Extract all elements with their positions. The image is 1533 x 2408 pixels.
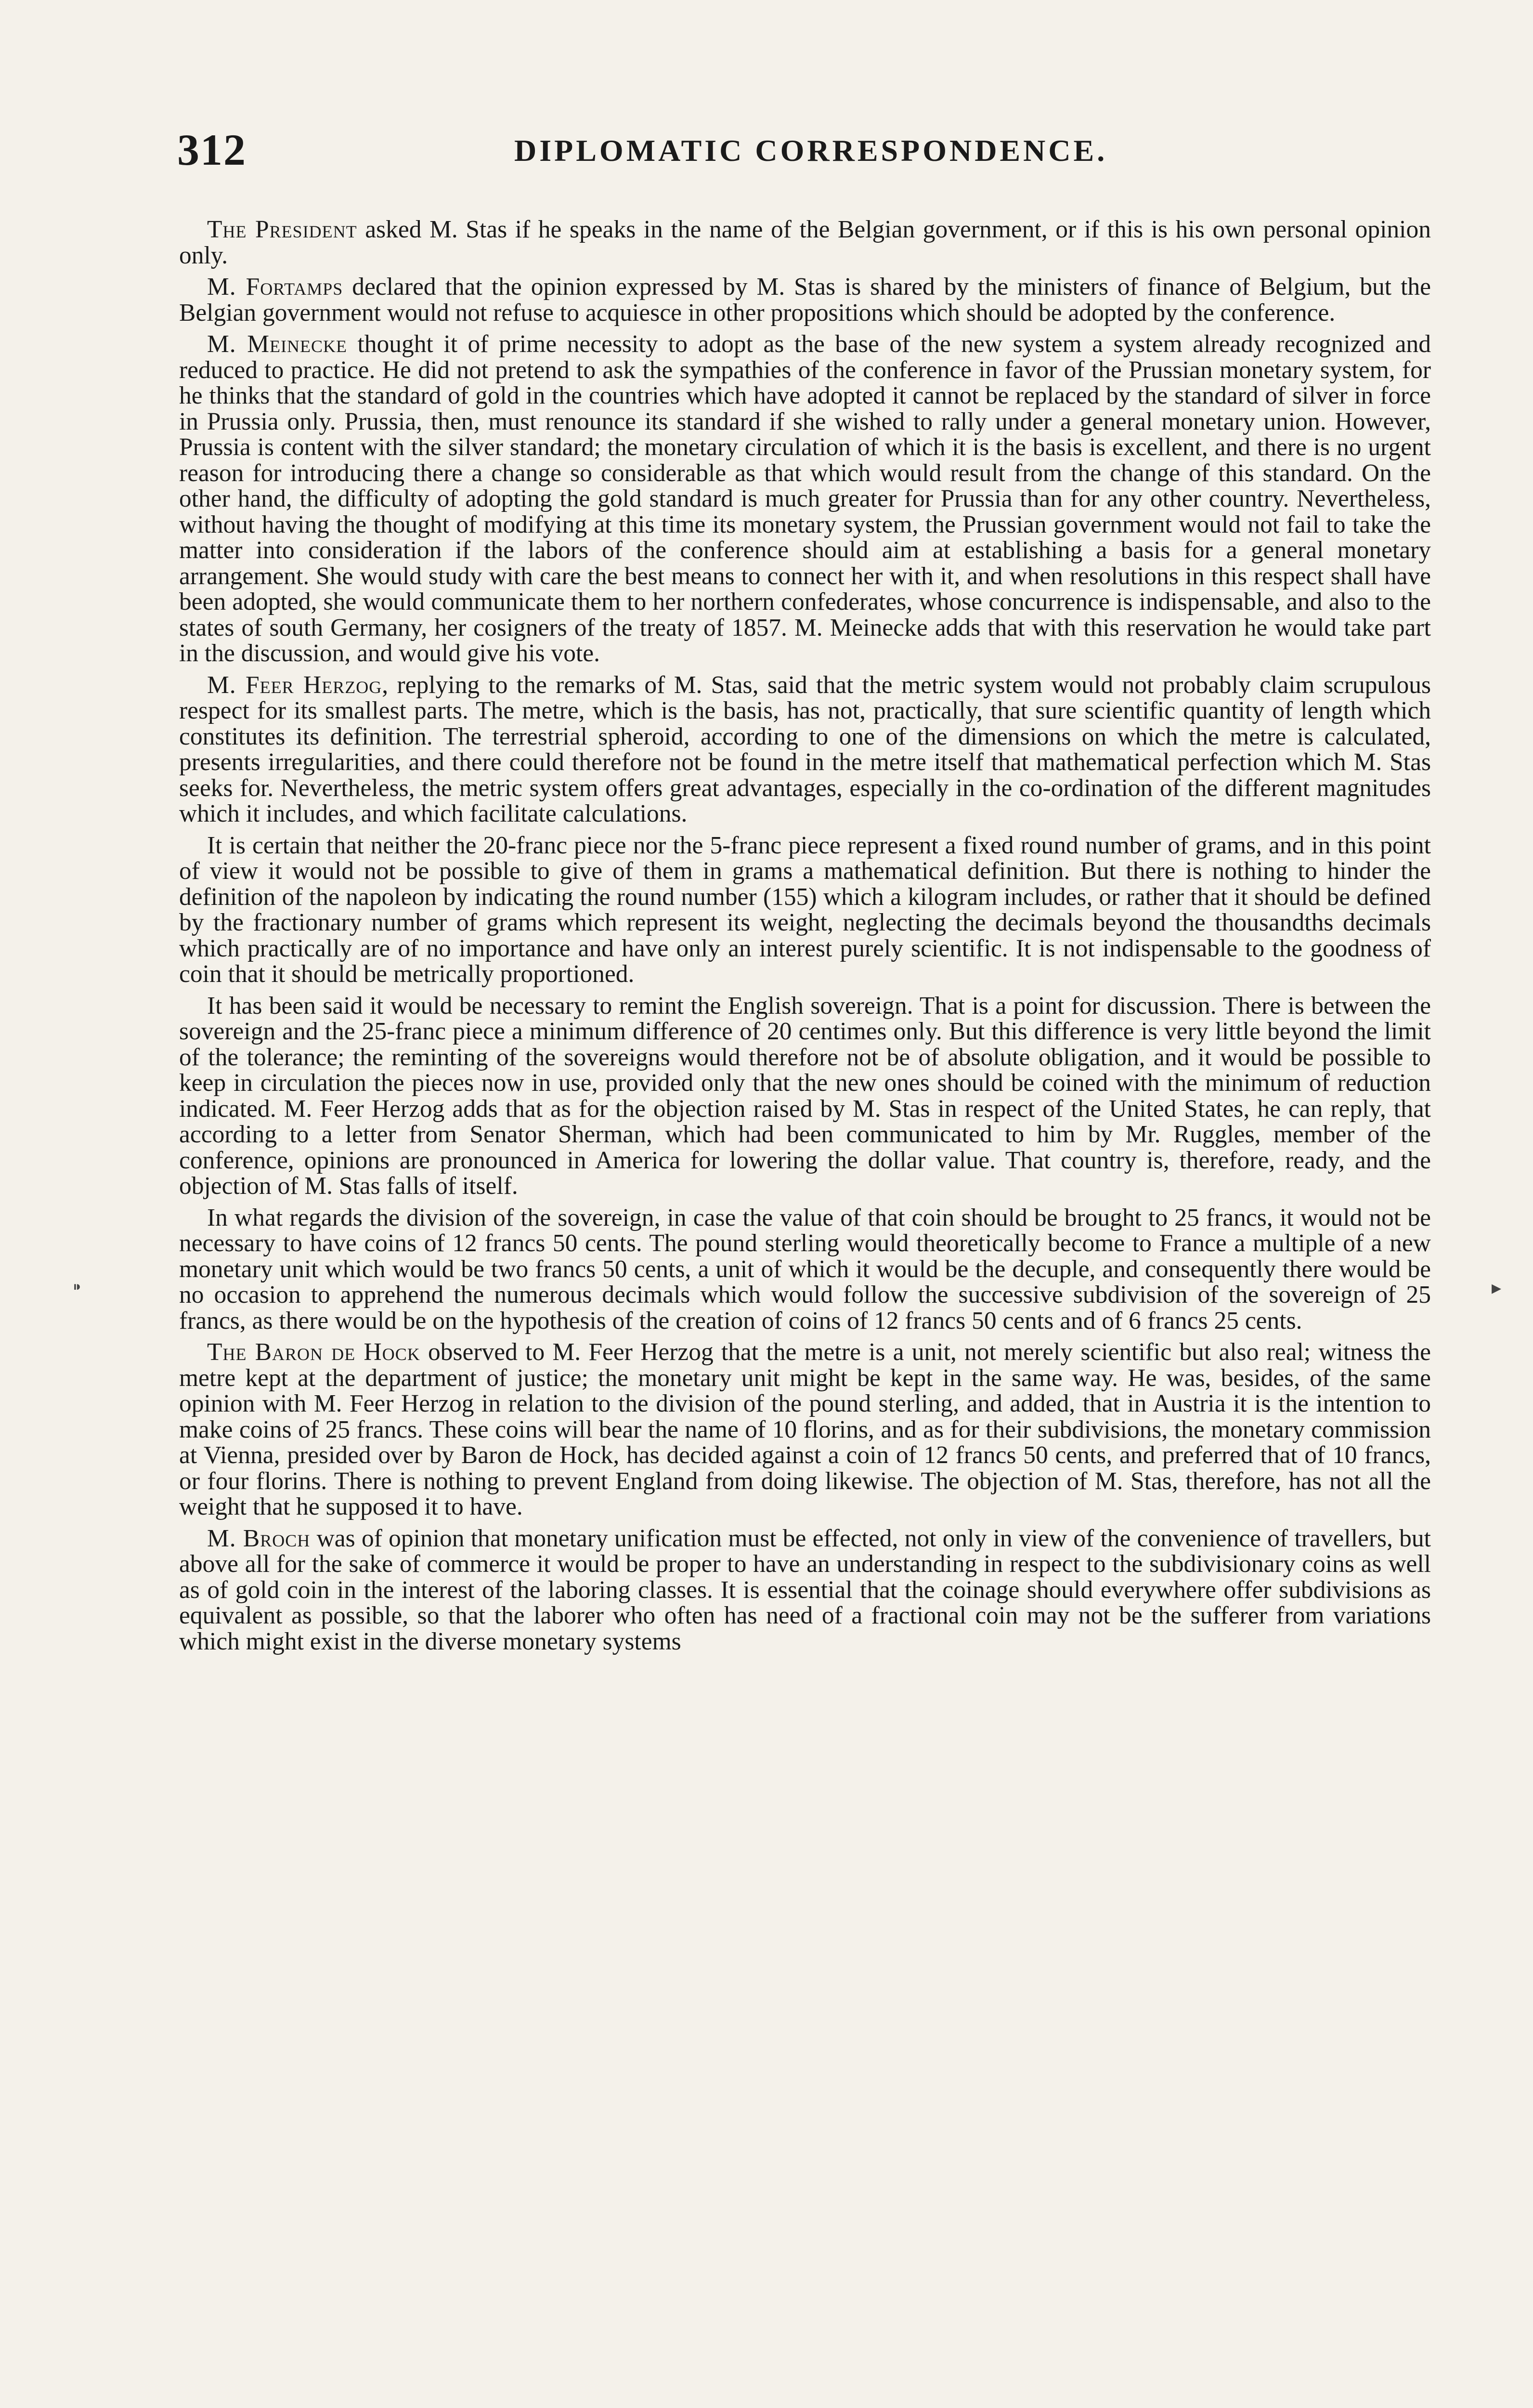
paragraph-text: asked M. Stas if he speaks in the name of the Belgian government, or if this is his own personal opinion only.: [179, 217, 1431, 269]
paragraph-broch: [179, 1526, 1431, 1655]
speaker-name: M. Meinecke: [207, 330, 347, 358]
paragraph-feer-herzog: [179, 672, 1431, 827]
page-number: 312: [177, 125, 247, 174]
speaker-name: M. Broch: [207, 1524, 311, 1552]
paragraph-president: [179, 217, 1431, 268]
paragraph-text: was of opinion that monetary unification must be effected, not only in view of the convenience of travellers, but above all for the sake of commerce it would be proper to have an understanding in respect to the subdivisionary coins as well as of gold coin in the interest of the laboring classes. It is essential that the coinage should everywhere offer subdivisions as equivalent as possible, so that the laborer who often has need of a fractional coin may not be the sufferer from variations which might exist in the diverse monetary systems: [179, 1524, 1431, 1655]
page-header: [177, 124, 1434, 177]
body-text: [179, 217, 1431, 2408]
paragraph-text: It is certain that neither the 20-franc piece nor the 5-franc piece represent a fixed round number of grams, and in this point of view it would not be possible to give of them in grams a mathematical definition. But there is nothing to hinder the definition of the napoleon by indicating the round number (155) which a kilogram includes, or rather that it should be defined by the fractionary number of grams which represent its weight, neglecting the decimals beyond the thousandths decimals which practically are of no importance and have only an interest purely scientific. It is not indispensable to the goodness of coin that it should be metrically proportioned.: [179, 831, 1431, 988]
right-margin-mark: ▸: [1492, 1277, 1502, 1298]
paragraph-text: declared that the opinion expressed by M. Stas is shared by the ministers of finance of Belgium, but the Belgian government would not refuse to acquiesce in other propositions which should be adopted by the conference.: [179, 273, 1431, 327]
paragraph-napoleon-definition: [179, 833, 1431, 987]
speaker-name: The President: [207, 217, 357, 243]
paragraph-text: , replying to the remarks of M. Stas, said that the metric system would not probably claim scrupulous respect for its smallest parts. The metre, which is the basis, has not, practically, that sure scientific quantity of length which constitutes its definition. The terrestrial spheroid, according to one of the dimensions on which the metre is calculated, presents irregularities, and there could therefore not be found in the metre itself that mathematical perfection which M. Stas seeks for. Nevertheless, the metric system offers great advantages, especially in the co-ordination of the different magnitudes which it includes, and which facilitate calculations.: [179, 671, 1431, 827]
paragraph-text: In what regards the division of the sovereign, in case the value of that coin should be brought to 25 francs, it would not be necessary to have coins of 12 francs 50 cents. The pound sterling would theoretically become to France a multiple of a new monetary unit which would be two francs 50 cents, a unit of which it would be the decuple, and consequently there would be no occasion to apprehend the numerous decimals which would follow the successive subdivision of the sovereign of 25 francs, as there would be on the hypothesis of the creation of coins of 12 francs 50 cents and of 6 francs 25 cents.: [179, 1204, 1431, 1335]
paragraph-meinecke: [179, 331, 1431, 667]
paragraph-text: observed to M. Feer Herzog that the metre is a unit, not merely scientific but also real; witness the metre kept at the department of justice; the monetary unit might be kept in the same way. He was, besides, of the same opinion with M. Feer Herzog in relation to the division of the pound sterling, and added, that in Austria it is the intention to make coins of 25 francs. These coins will bear the name of 10 florins, and as for their subdivisions, the monetary commission at Vienna, presided over by Baron de Hock, has decided against a coin of 12 francs 50 cents, and preferred that of 10 francs, or four florins. There is nothing to prevent England from doing likewise. The objection of M. Stas, therefore, has not all the weight that he supposed it to have.: [179, 1338, 1431, 1520]
paragraph-fortamps: [179, 274, 1431, 326]
paragraph-text: It has been said it would be necessary to remint the English sovereign. That is a point for discussion. There is between the sovereign and the 25-franc piece a minimum difference of 20 centimes only. But this difference is very little beyond the limit of the tolerance; the reminting of the sovereigns would therefore not be of absolute obligation, and it would be possible to keep in circulation the pieces now in use, provided only that the new ones should be coined with the minimum of reduction indicated. M. Feer Herzog adds that as for the objection raised by M. Stas in respect of the United States, he can reply, that according to a letter from Senator Sherman, which had been communicated to him by Mr. Ruggles, member of the conference, opinions are pronounced in America for lowering the dollar value. That country is, therefore, ready, and the objection of M. Stas falls of itself.: [179, 992, 1431, 1200]
paragraph-sovereign-division: [179, 1205, 1431, 1334]
speaker-name: M. Fortamps: [207, 273, 343, 301]
paragraph-baron-de-hock: [179, 1339, 1431, 1520]
paragraph-sovereign-remint: [179, 993, 1431, 1199]
left-margin-mark: ⁍: [72, 1277, 82, 1298]
speaker-name: The Baron de Hock: [207, 1338, 420, 1366]
speaker-name: M. Feer Herzog: [207, 671, 382, 699]
running-head: DIPLOMATIC CORRESPONDENCE.: [514, 133, 1108, 168]
paragraph-text: thought it of prime necessity to adopt as the base of the new system a system already recognized and reduced to practice. He did not pretend to ask the sympathies of the conference in favor of the Prussian monetary system, for he thinks that the standard of gold in the countries which have adopted it cannot be replaced by the standard of silver in force in Prussia only. Prussia, then, must renounce its standard if she wished to rally under a general monetary union. However, Prussia is content with the silver standard; the monetary circulation of which it is the basis is excellent, and there is no urgent reason for introducing there a change so considerable as that which would result from the change of this standard. On the other hand, the difficulty of adopting the gold standard is much greater for Prussia than for any other country. Nevertheless, without having the thought of modifying at this time its monetary system, the Prussian government would not fail to take the matter into consideration if the labors of the conference should aim at establishing a basis for a general monetary arrangement. She would study with care the best means to connect her with it, and when resolutions in this respect shall have been adopted, she would communicate them to her northern confederates, whose concurrence is indispensable, and also to the states of south Germany, her cosigners of the treaty of 1857. M. Meinecke adds that with this reservation he would take part in the discussion, and would give his vote.: [179, 330, 1431, 667]
